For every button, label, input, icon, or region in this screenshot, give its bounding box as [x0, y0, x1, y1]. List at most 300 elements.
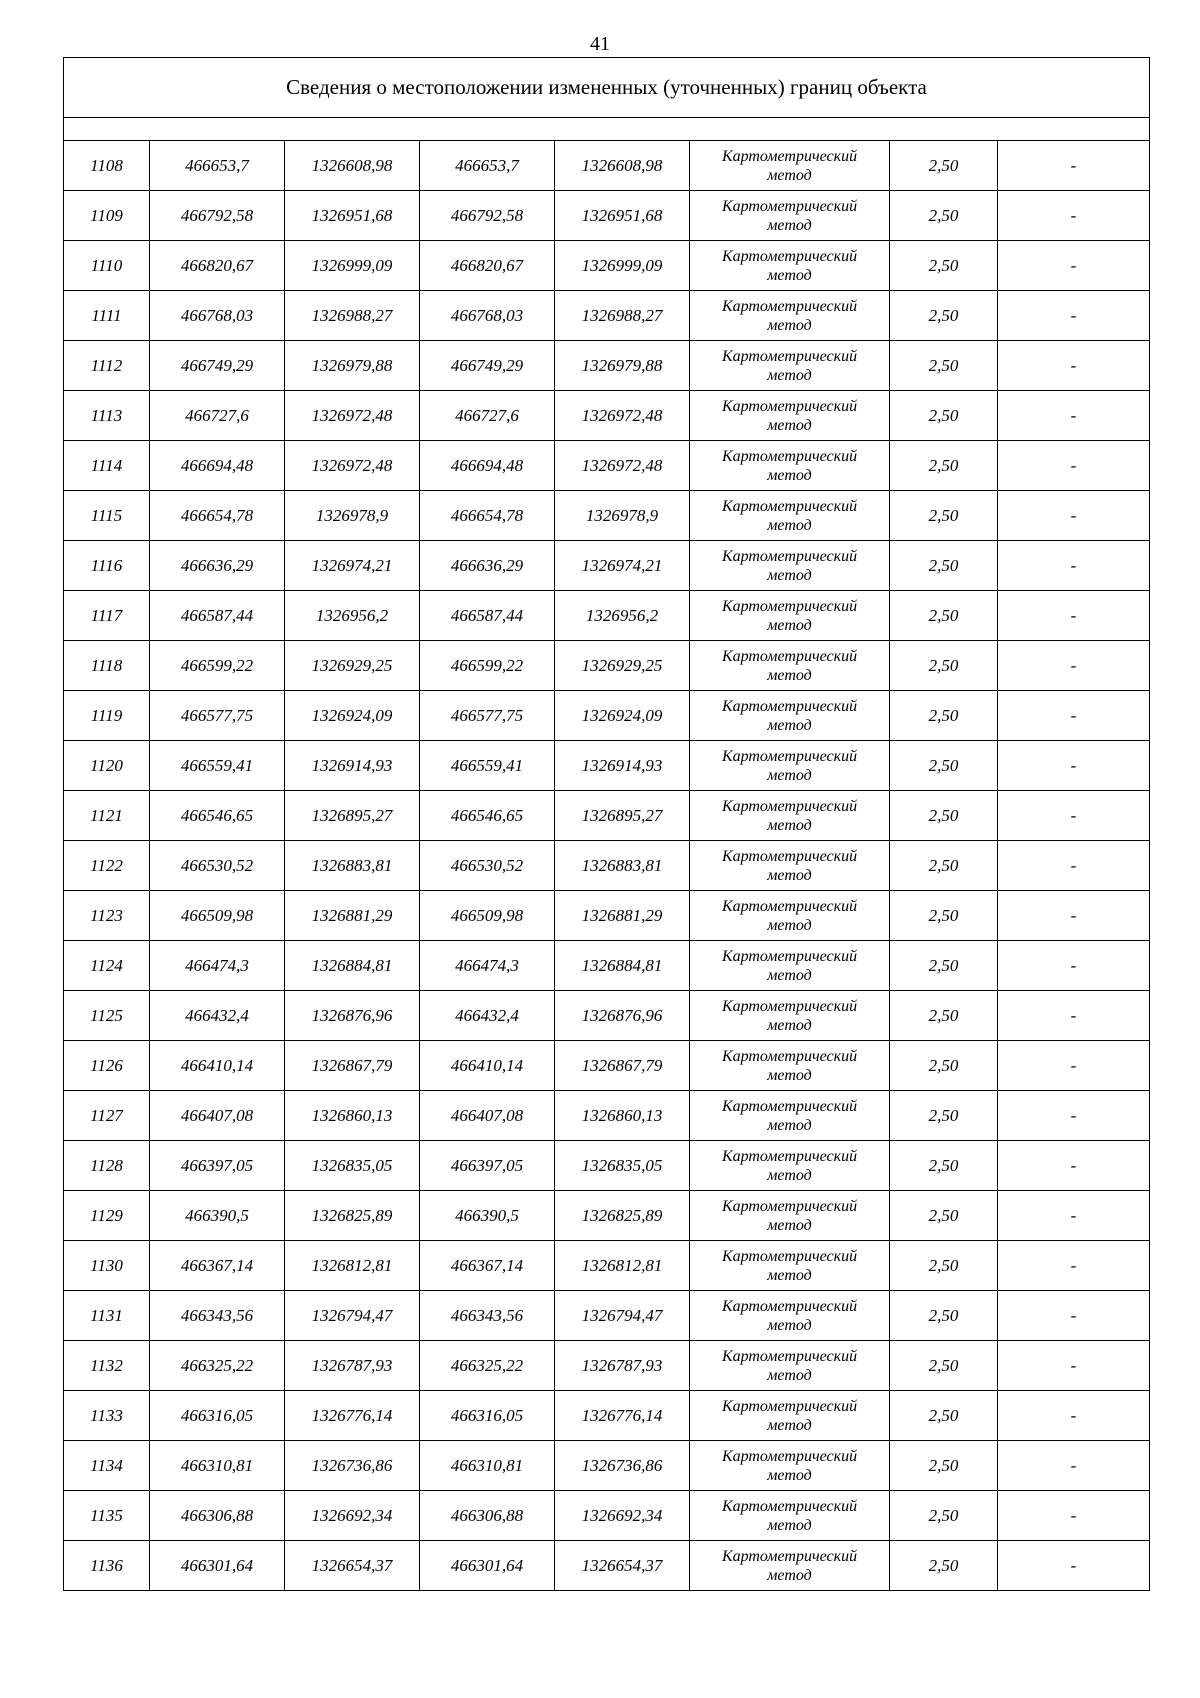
method-line2: метод	[767, 766, 812, 784]
y-existing-cell: 1326979,88	[285, 341, 420, 391]
table-row	[64, 791, 1150, 841]
table-row	[64, 241, 1150, 291]
table-row	[64, 941, 1150, 991]
table-row	[64, 891, 1150, 941]
accuracy-cell: 2,50	[890, 941, 998, 991]
y-existing-cell: 1326736,86	[285, 1441, 420, 1491]
x-existing-cell: 466343,56	[150, 1291, 285, 1341]
note-cell: -	[998, 841, 1150, 891]
x-existing-cell: 466636,29	[150, 541, 285, 591]
accuracy-cell: 2,50	[890, 441, 998, 491]
method-line1: Картометрический	[721, 1097, 858, 1115]
method-line2: метод	[767, 1466, 812, 1484]
method-line2: метод	[767, 566, 812, 584]
method-line1: Картометрический	[721, 347, 858, 365]
x-new-cell: 466316,05	[420, 1391, 555, 1441]
x-new-cell: 466599,22	[420, 641, 555, 691]
point-number-cell: 1114	[64, 441, 150, 491]
y-existing-cell: 1326974,21	[285, 541, 420, 591]
method-line2: метод	[767, 916, 812, 934]
y-existing-cell: 1326956,2	[285, 591, 420, 641]
x-existing-cell: 466559,41	[150, 741, 285, 791]
point-number-cell: 1116	[64, 541, 150, 591]
y-new-cell: 1326929,25	[555, 641, 690, 691]
y-new-cell: 1326881,29	[555, 891, 690, 941]
accuracy-cell: 2,50	[890, 341, 998, 391]
y-existing-cell: 1326860,13	[285, 1091, 420, 1141]
method-line1: Картометрический	[721, 147, 858, 165]
method-cell	[690, 1041, 890, 1091]
y-new-cell: 1326860,13	[555, 1091, 690, 1141]
x-new-cell: 466546,65	[420, 791, 555, 841]
method-line1: Картометрический	[721, 1347, 858, 1365]
method-cell	[690, 591, 890, 641]
method-line1: Картометрический	[721, 1247, 858, 1265]
y-existing-cell: 1326654,37	[285, 1541, 420, 1591]
note-cell: -	[998, 391, 1150, 441]
y-existing-cell: 1326895,27	[285, 791, 420, 841]
table-row	[64, 1041, 1150, 1091]
x-existing-cell: 466316,05	[150, 1391, 285, 1441]
table-row	[64, 841, 1150, 891]
y-new-cell: 1326956,2	[555, 591, 690, 641]
point-number-cell: 1108	[64, 141, 150, 191]
method-cell	[690, 691, 890, 741]
accuracy-cell: 2,50	[890, 1391, 998, 1441]
method-line1: Картометрический	[721, 197, 858, 215]
accuracy-cell: 2,50	[890, 1291, 998, 1341]
x-new-cell: 466749,29	[420, 341, 555, 391]
x-existing-cell: 466599,22	[150, 641, 285, 691]
x-new-cell: 466397,05	[420, 1141, 555, 1191]
x-new-cell: 466306,88	[420, 1491, 555, 1541]
y-new-cell: 1326883,81	[555, 841, 690, 891]
y-existing-cell: 1326835,05	[285, 1141, 420, 1191]
method-line2: метод	[767, 1066, 812, 1084]
table-row	[64, 341, 1150, 391]
note-cell: -	[998, 291, 1150, 341]
y-new-cell: 1326654,37	[555, 1541, 690, 1591]
x-new-cell: 466636,29	[420, 541, 555, 591]
table-row	[64, 591, 1150, 641]
accuracy-cell: 2,50	[890, 1091, 998, 1141]
method-line1: Картометрический	[721, 597, 858, 615]
method-line1: Картометрический	[721, 847, 858, 865]
x-existing-cell: 466310,81	[150, 1441, 285, 1491]
y-existing-cell: 1326999,09	[285, 241, 420, 291]
method-cell	[690, 1391, 890, 1441]
method-line2: метод	[767, 366, 812, 384]
method-line2: метод	[767, 1516, 812, 1534]
point-number-cell: 1113	[64, 391, 150, 441]
x-new-cell: 466325,22	[420, 1341, 555, 1391]
note-cell: -	[998, 1441, 1150, 1491]
y-existing-cell: 1326692,34	[285, 1491, 420, 1541]
blank-cell	[64, 118, 1150, 141]
note-cell: -	[998, 241, 1150, 291]
method-line1: Картометрический	[721, 1197, 858, 1215]
y-existing-cell: 1326867,79	[285, 1041, 420, 1091]
table-row	[64, 1491, 1150, 1541]
method-cell	[690, 641, 890, 691]
method-line2: метод	[767, 816, 812, 834]
note-cell: -	[998, 591, 1150, 641]
table-row	[64, 191, 1150, 241]
method-line1: Картометрический	[721, 397, 858, 415]
point-number-cell: 1132	[64, 1341, 150, 1391]
y-existing-cell: 1326776,14	[285, 1391, 420, 1441]
page-number: 41	[590, 33, 610, 55]
table-row	[64, 1541, 1150, 1591]
note-cell: -	[998, 891, 1150, 941]
y-new-cell: 1326884,81	[555, 941, 690, 991]
table-row	[64, 641, 1150, 691]
y-new-cell: 1326924,09	[555, 691, 690, 741]
note-cell: -	[998, 991, 1150, 1041]
method-line2: метод	[767, 666, 812, 684]
table-row	[64, 1441, 1150, 1491]
accuracy-cell: 2,50	[890, 991, 998, 1041]
method-line1: Картометрический	[721, 247, 858, 265]
y-new-cell: 1326978,9	[555, 491, 690, 541]
method-line2: метод	[767, 1316, 812, 1334]
y-new-cell: 1326951,68	[555, 191, 690, 241]
x-new-cell: 466530,52	[420, 841, 555, 891]
accuracy-cell: 2,50	[890, 741, 998, 791]
point-number-cell: 1119	[64, 691, 150, 741]
method-cell	[690, 341, 890, 391]
point-number-cell: 1134	[64, 1441, 150, 1491]
note-cell: -	[998, 741, 1150, 791]
y-new-cell: 1326608,98	[555, 141, 690, 191]
y-existing-cell: 1326972,48	[285, 441, 420, 491]
y-existing-cell: 1326825,89	[285, 1191, 420, 1241]
x-existing-cell: 466325,22	[150, 1341, 285, 1391]
y-new-cell: 1326972,48	[555, 391, 690, 441]
method-line1: Картометрический	[721, 1147, 858, 1165]
method-cell	[690, 141, 890, 191]
point-number-cell: 1126	[64, 1041, 150, 1091]
y-new-cell: 1326876,96	[555, 991, 690, 1041]
x-existing-cell: 466768,03	[150, 291, 285, 341]
x-new-cell: 466407,08	[420, 1091, 555, 1141]
accuracy-cell: 2,50	[890, 1491, 998, 1541]
y-new-cell: 1326736,86	[555, 1441, 690, 1491]
y-existing-cell: 1326884,81	[285, 941, 420, 991]
x-existing-cell: 466390,5	[150, 1191, 285, 1241]
y-new-cell: 1326794,47	[555, 1291, 690, 1341]
method-line2: метод	[767, 716, 812, 734]
x-new-cell: 466390,5	[420, 1191, 555, 1241]
y-new-cell: 1326988,27	[555, 291, 690, 341]
accuracy-cell: 2,50	[890, 1541, 998, 1591]
x-existing-cell: 466653,7	[150, 141, 285, 191]
note-cell: -	[998, 141, 1150, 191]
accuracy-cell: 2,50	[890, 1341, 998, 1391]
point-number-cell: 1130	[64, 1241, 150, 1291]
accuracy-cell: 2,50	[890, 541, 998, 591]
accuracy-cell: 2,50	[890, 641, 998, 691]
method-line2: метод	[767, 216, 812, 234]
method-line2: метод	[767, 316, 812, 334]
x-existing-cell: 466546,65	[150, 791, 285, 841]
table-row	[64, 691, 1150, 741]
method-cell	[690, 891, 890, 941]
note-cell: -	[998, 791, 1150, 841]
point-number-cell: 1118	[64, 641, 150, 691]
y-existing-cell: 1326794,47	[285, 1291, 420, 1341]
x-existing-cell: 466792,58	[150, 191, 285, 241]
y-new-cell: 1326999,09	[555, 241, 690, 291]
note-cell: -	[998, 1141, 1150, 1191]
method-line2: метод	[767, 1566, 812, 1584]
method-cell	[690, 1541, 890, 1591]
method-cell	[690, 241, 890, 291]
method-cell	[690, 941, 890, 991]
x-existing-cell: 466432,4	[150, 991, 285, 1041]
boundary-coordinates-table	[63, 57, 1150, 1591]
accuracy-cell: 2,50	[890, 391, 998, 441]
point-number-cell: 1127	[64, 1091, 150, 1141]
accuracy-cell: 2,50	[890, 141, 998, 191]
x-new-cell: 466410,14	[420, 1041, 555, 1091]
x-new-cell: 466432,4	[420, 991, 555, 1041]
x-existing-cell: 466410,14	[150, 1041, 285, 1091]
accuracy-cell: 2,50	[890, 691, 998, 741]
x-new-cell: 466653,7	[420, 141, 555, 191]
method-cell	[690, 391, 890, 441]
method-line2: метод	[767, 266, 812, 284]
note-cell: -	[998, 941, 1150, 991]
x-existing-cell: 466654,78	[150, 491, 285, 541]
y-existing-cell: 1326929,25	[285, 641, 420, 691]
accuracy-cell: 2,50	[890, 891, 998, 941]
table-row	[64, 741, 1150, 791]
point-number-cell: 1109	[64, 191, 150, 241]
table-title: Сведения о местоположении измененных (уточненных) границ объекта	[64, 58, 1150, 118]
x-new-cell: 466367,14	[420, 1241, 555, 1291]
point-number-cell: 1123	[64, 891, 150, 941]
point-number-cell: 1111	[64, 291, 150, 341]
point-number-cell: 1129	[64, 1191, 150, 1241]
x-new-cell: 466577,75	[420, 691, 555, 741]
table-row	[64, 1341, 1150, 1391]
x-existing-cell: 466306,88	[150, 1491, 285, 1541]
method-line1: Картометрический	[721, 447, 858, 465]
method-line2: метод	[767, 616, 812, 634]
accuracy-cell: 2,50	[890, 1041, 998, 1091]
table-row	[64, 1291, 1150, 1341]
note-cell: -	[998, 1391, 1150, 1441]
y-new-cell: 1326812,81	[555, 1241, 690, 1291]
method-line2: метод	[767, 516, 812, 534]
table-row	[64, 1391, 1150, 1441]
x-existing-cell: 466587,44	[150, 591, 285, 641]
x-existing-cell: 466397,05	[150, 1141, 285, 1191]
method-cell	[690, 191, 890, 241]
method-cell	[690, 491, 890, 541]
point-number-cell: 1125	[64, 991, 150, 1041]
method-line1: Картометрический	[721, 1447, 858, 1465]
x-existing-cell: 466820,67	[150, 241, 285, 291]
point-number-cell: 1135	[64, 1491, 150, 1541]
table-row	[64, 441, 1150, 491]
accuracy-cell: 2,50	[890, 1141, 998, 1191]
point-number-cell: 1133	[64, 1391, 150, 1441]
point-number-cell: 1136	[64, 1541, 150, 1591]
x-new-cell: 466694,48	[420, 441, 555, 491]
accuracy-cell: 2,50	[890, 191, 998, 241]
method-line1: Картометрический	[721, 297, 858, 315]
y-new-cell: 1326867,79	[555, 1041, 690, 1091]
method-line2: метод	[767, 1366, 812, 1384]
note-cell: -	[998, 541, 1150, 591]
x-new-cell: 466820,67	[420, 241, 555, 291]
note-cell: -	[998, 341, 1150, 391]
accuracy-cell: 2,50	[890, 791, 998, 841]
y-new-cell: 1326825,89	[555, 1191, 690, 1241]
y-existing-cell: 1326881,29	[285, 891, 420, 941]
accuracy-cell: 2,50	[890, 841, 998, 891]
y-new-cell: 1326972,48	[555, 441, 690, 491]
x-existing-cell: 466530,52	[150, 841, 285, 891]
accuracy-cell: 2,50	[890, 291, 998, 341]
table-row	[64, 1241, 1150, 1291]
y-existing-cell: 1326876,96	[285, 991, 420, 1041]
note-cell: -	[998, 1541, 1150, 1591]
note-cell: -	[998, 691, 1150, 741]
note-cell: -	[998, 1241, 1150, 1291]
x-existing-cell: 466301,64	[150, 1541, 285, 1591]
method-line1: Картометрический	[721, 897, 858, 915]
x-existing-cell: 466727,6	[150, 391, 285, 441]
y-existing-cell: 1326988,27	[285, 291, 420, 341]
table-blank-row	[64, 118, 1150, 141]
table-body	[64, 58, 1150, 1591]
method-line1: Картометрический	[721, 1047, 858, 1065]
x-new-cell: 466587,44	[420, 591, 555, 641]
table-row	[64, 1191, 1150, 1241]
note-cell: -	[998, 1191, 1150, 1241]
method-cell	[690, 741, 890, 791]
table-row	[64, 141, 1150, 191]
point-number-cell: 1131	[64, 1291, 150, 1341]
table-row	[64, 541, 1150, 591]
method-cell	[690, 991, 890, 1041]
x-new-cell: 466654,78	[420, 491, 555, 541]
table-row	[64, 291, 1150, 341]
x-existing-cell: 466474,3	[150, 941, 285, 991]
accuracy-cell: 2,50	[890, 241, 998, 291]
method-line1: Картометрический	[721, 1497, 858, 1515]
x-new-cell: 466727,6	[420, 391, 555, 441]
method-line2: метод	[767, 866, 812, 884]
y-existing-cell: 1326787,93	[285, 1341, 420, 1391]
x-existing-cell: 466509,98	[150, 891, 285, 941]
y-new-cell: 1326692,34	[555, 1491, 690, 1541]
y-existing-cell: 1326883,81	[285, 841, 420, 891]
y-new-cell: 1326979,88	[555, 341, 690, 391]
method-line2: метод	[767, 416, 812, 434]
table-title-row	[64, 58, 1150, 118]
method-cell	[690, 291, 890, 341]
x-new-cell: 466792,58	[420, 191, 555, 241]
method-line1: Картометрический	[721, 697, 858, 715]
method-line1: Картометрический	[721, 1397, 858, 1415]
method-cell	[690, 1191, 890, 1241]
y-new-cell: 1326974,21	[555, 541, 690, 591]
y-new-cell: 1326835,05	[555, 1141, 690, 1191]
method-cell	[690, 441, 890, 491]
y-existing-cell: 1326812,81	[285, 1241, 420, 1291]
note-cell: -	[998, 1091, 1150, 1141]
x-new-cell: 466310,81	[420, 1441, 555, 1491]
table-row	[64, 1091, 1150, 1141]
method-cell	[690, 1141, 890, 1191]
accuracy-cell: 2,50	[890, 591, 998, 641]
method-line2: метод	[767, 966, 812, 984]
method-line2: метод	[767, 1266, 812, 1284]
y-existing-cell: 1326914,93	[285, 741, 420, 791]
point-number-cell: 1128	[64, 1141, 150, 1191]
x-existing-cell: 466367,14	[150, 1241, 285, 1291]
x-new-cell: 466474,3	[420, 941, 555, 991]
point-number-cell: 1112	[64, 341, 150, 391]
point-number-cell: 1115	[64, 491, 150, 541]
accuracy-cell: 2,50	[890, 1441, 998, 1491]
method-line2: метод	[767, 466, 812, 484]
method-line2: метод	[767, 1166, 812, 1184]
point-number-cell: 1124	[64, 941, 150, 991]
y-existing-cell: 1326972,48	[285, 391, 420, 441]
method-cell	[690, 541, 890, 591]
y-new-cell: 1326895,27	[555, 791, 690, 841]
accuracy-cell: 2,50	[890, 1191, 998, 1241]
note-cell: -	[998, 191, 1150, 241]
point-number-cell: 1122	[64, 841, 150, 891]
y-existing-cell: 1326924,09	[285, 691, 420, 741]
table-row	[64, 991, 1150, 1041]
method-cell	[690, 841, 890, 891]
point-number-cell: 1110	[64, 241, 150, 291]
x-new-cell: 466559,41	[420, 741, 555, 791]
method-cell	[690, 1491, 890, 1541]
y-new-cell: 1326787,93	[555, 1341, 690, 1391]
x-existing-cell: 466694,48	[150, 441, 285, 491]
method-line1: Картометрический	[721, 797, 858, 815]
method-line2: метод	[767, 166, 812, 184]
method-line1: Картометрический	[721, 1297, 858, 1315]
y-existing-cell: 1326951,68	[285, 191, 420, 241]
method-line2: метод	[767, 1016, 812, 1034]
note-cell: -	[998, 1291, 1150, 1341]
note-cell: -	[998, 1491, 1150, 1541]
table-row	[64, 391, 1150, 441]
x-new-cell: 466343,56	[420, 1291, 555, 1341]
accuracy-cell: 2,50	[890, 491, 998, 541]
method-line2: метод	[767, 1216, 812, 1234]
method-cell	[690, 1241, 890, 1291]
y-existing-cell: 1326608,98	[285, 141, 420, 191]
accuracy-cell: 2,50	[890, 1241, 998, 1291]
method-cell	[690, 1441, 890, 1491]
y-new-cell: 1326776,14	[555, 1391, 690, 1441]
method-cell	[690, 1341, 890, 1391]
table-row	[64, 491, 1150, 541]
method-line2: метод	[767, 1416, 812, 1434]
x-new-cell: 466768,03	[420, 291, 555, 341]
note-cell: -	[998, 1341, 1150, 1391]
